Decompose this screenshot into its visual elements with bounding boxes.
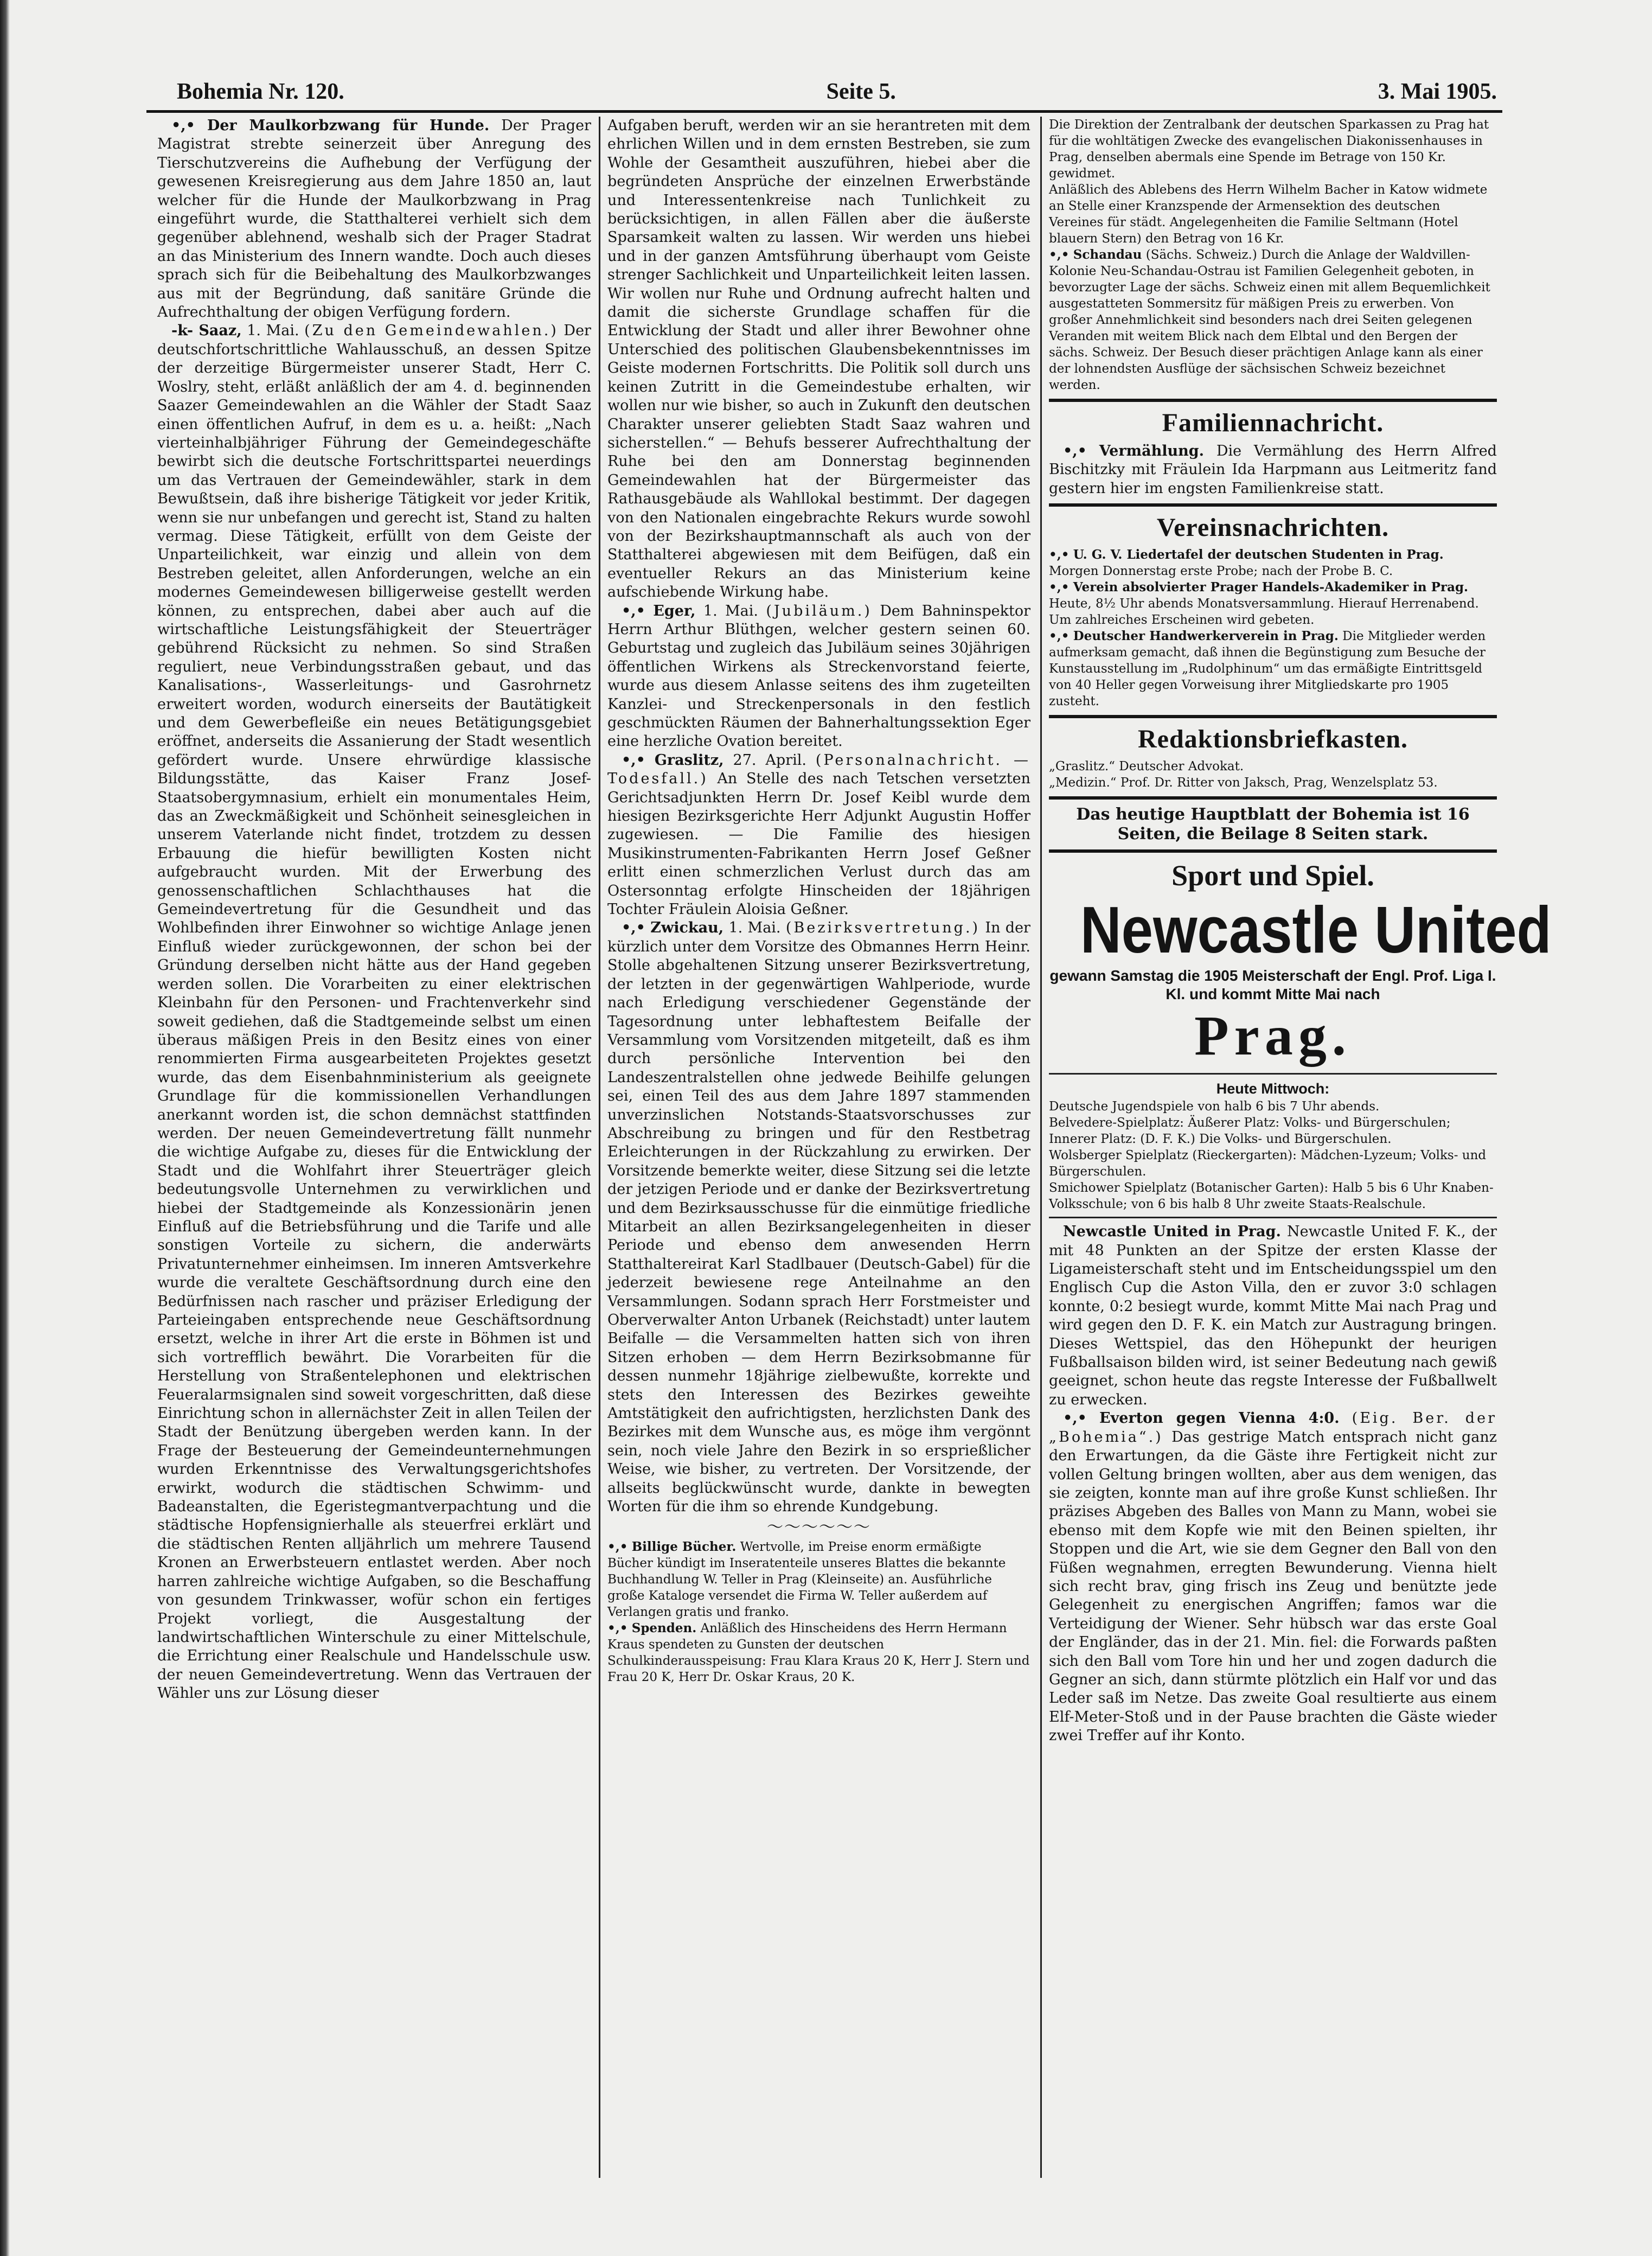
article-title: Der Maulkorbzwang für Hunde. (207, 117, 490, 134)
article-text: Aufgaben beruft, werden wir an sie herantreten mit dem ehrlichen Willen und in dem ernsten Bestreben, sie zum Wohle der Gesamtheit auszuführen, hiebei aber die begründeten Ansprüche der einzelnen Erwerbstände und Interessentenkreise nach Tunlichkeit zu berücksichtigen, in allen Fällen aber die äußerste Sparsamkeit walten zu lassen. Wir werden uns hiebei und in der ganzen Amtsführung überhaupt vom Geiste strenger Sachlichkeit und Unparteilichkeit leiten lassen. Wir wollen nur Ruhe und Ordnung aufrecht halten und damit die sicherste Grundlage schaffen für die Entwicklung der Stadt und aller ihrer Bewohner ohne Unterschied des politischen Glaubensbekenntnisses im Geiste modernen Fortschritts. Die Politik soll durch uns keinen Zutritt in die Gemeindestube erhalten, wir wollen nur wie bisher, so auch in Zukunft den deutschen Charakter unserer geliebten Stadt Saaz wahren und sicherstellen.“ — Behufs besserer Aufrechthaltung der Ruhe bei den am Donnerstag beginnenden Gemeindewahlen hat der Bürgermeister das Rathausgebäude als Wahllokal bestimmt. Der dagegen von den Nationalen eingebrachte Rekurs wurde sowohl von der Bezirkshauptmannschaft als auch von der Statthalterei abgewiesen mit dem Beifügen, daß ein eventueller Rekurs an das Ministerium keine aufschiebende Wirkung habe. (607, 117, 1030, 601)
page-count-note: Das heutige Hauptblatt der Bohemia ist 16 Seiten, die Beilage 8 Seiten stark. (1076, 805, 1470, 844)
verein-title: Verein absolvierter Prager Handels-Akademiker in Prag. (1073, 580, 1469, 595)
notice-title: Vermählung. (1099, 443, 1205, 459)
notice-text: Anläßlich des Ablebens des Herrn Wilhelm Bacher in Katow widmete an Stelle einer Kranzspende der Armensektion des deutschen Vereines für städt. Angelegenheiten die Familie Seltmann (Hotel blauern Stern) den Betrag von 16 Kr. (1049, 183, 1488, 246)
ad-rule (1049, 1073, 1497, 1075)
article-text: Das gestrige Match entsprach nicht ganz den Erwartungen, da die Gäste ihre Fertigkeit nicht zur vollen Geltung bringen wollten, aber aus dem wenigen, das sie zeigten, konnte man auf ihre große Kunst schließen. Ihr präzises Abgeben des Balles von Mann zu Mann, wobei sie ebenso mit dem Kopfe wie mit den Beinen spielten, ihr Stoppen und die Art, wie sie dem Gegner den Ball von den Füßen wegnahmen, erregten Bewunderung. Vienna hielt sich recht brav, ging frisch ins Zeug und benützte jede Gelegenheit zu energischen Angriffen; famos war die Verteidigung der Wiener. Sehr hübsch war das erste Goal der Engländer, das in der 21. Min. fiel: die Forwards paßten sich den Ball vom Tore hin und her und zogen dadurch die Gegner an sich, dann stürmte plötzlich ein Half vor und das Leder saß im Netze. Das zweite Goal resultierte aus einem Elf-Meter-Stoß und in der Pause brachten die Gäste wieder zwei Treffer auf ihr Konto. (1049, 1428, 1497, 1744)
section-rule (1049, 715, 1497, 718)
section-rule (1049, 1217, 1497, 1218)
notice-vermaehlung: •,• Vermählung. Die Vermählung des Herrn Alfred Bischitzky mit Fräulein Ida Harpmann aus Leitmeritz fand gestern hier im engsten Familienkreise statt. (1049, 443, 1497, 497)
small-notices (607, 1539, 1030, 1685)
small-notices (1049, 117, 1497, 393)
ad-today: Heute Mittwoch: (1216, 1081, 1330, 1097)
article-date: 1. Mai. (703, 602, 758, 619)
header-right: 3. Mai 1905. (1378, 79, 1497, 104)
article-graslitz: •,• Graslitz, 27. April. (Personalnachricht. — Todesfall.) An Stelle des nach Tetschen versetzten Gerichtsadjunkten Herrn Dr. Josef Keibl wurde dem hiesigen Bezirksgerichte Herr Adjunkt Augustin Hoffer zugewiesen. — Die Familie des hiesigen Musikinstrumenten-Fabrikanten Herrn Josef Geßner erlitt einen schmerzlichen Verlust durch das am Ostersonntag erfolgte Hinscheiden der 18jährigen Tochter Fräulein Aloisia Geßner. (607, 751, 1030, 918)
section-rule (1049, 399, 1497, 402)
briefkasten-item: „Medizin.“ Prof. Dr. Ritter von Jaksch, Prag, Wenzelsplatz 53. (1049, 776, 1438, 790)
advertisement-newcastle (1049, 858, 1552, 1212)
column-3 (1049, 117, 1552, 2183)
section-heading-familie: Familiennachricht. (1162, 408, 1384, 437)
article-newcastle (1049, 1223, 1497, 1409)
ornament-divider: ～～～～～～ (767, 1518, 871, 1537)
header-rule (146, 110, 1502, 113)
sport-heading: Sport und Spiel. (1171, 859, 1374, 892)
notice-spenden: •,• Spenden. Anläßlich des Hinscheidens des Herrn Hermann Kraus spendeten zu Gunsten der deutschen Schulkinderausspeisung: Frau Klara Kraus 20 K, Herr J. Stern und Frau 20 K, Herr Dr. Oskar Kraus, 20 K. (607, 1621, 1030, 1685)
briefkasten-item: „Graslitz.“ Deutscher Advokat. (1049, 759, 1244, 774)
ad-headline: Newcastle United (1080, 893, 1552, 967)
section-rule (1049, 503, 1497, 507)
verein-title: U. G. V. Liedertafel der deutschen Studenten in Prag. (1073, 547, 1444, 563)
article-title: Everton gegen Vienna 4:0. (1099, 1410, 1340, 1427)
article-text: Newcastle United F. K., der mit 48 Punkten an der Spitze der ersten Klasse der Ligameisterschaft steht und im Entscheidungsspiel um den Englisch Cup die Aston Villa, den er zuvor 3:0 schlagen konnte, 0:2 besiegt wurde, kommt Mitte Mai nach Prag und wird gegen den D. F. K. ein Match zur Austragung bringen. Dieses Wettspiel, das den Höhepunkt der heurigen Fußballsaison bilden wird, ist seiner Bedeutung nach gewiß geeignet, schon heute das regste Interesse der Fußballwelt zu erwecken. (1049, 1223, 1497, 1408)
ad-subline: gewann Samstag die 1905 Meisterschaft der Engl. Prof. Liga I. Kl. und kommt Mitte Mai nach (1049, 967, 1496, 1003)
article-saaz-cont (607, 117, 1030, 602)
article-title: Zwickau, (650, 919, 724, 937)
section-rule (1049, 796, 1497, 800)
column-rule (599, 117, 600, 2178)
article-title: Eger, (653, 602, 696, 619)
notice-title: Schandau (1073, 247, 1142, 262)
column-rule (1040, 117, 1042, 2178)
article-date: 1. Mai. (728, 919, 781, 937)
article-subtitle: (Zu den Gemeindewahlen.) (304, 322, 559, 340)
article-date: 1. Mai. (247, 322, 299, 340)
verein-text: Heute, 8½ Uhr abends Monatsversammlung. Hierauf Herrenabend. Um zahlreiches Erscheinen wird gebeten. (1049, 597, 1479, 628)
verein-liedertafel: •,• U. G. V. Liedertafel der deutschen Studenten in Prag. Morgen Donnerstag erste Probe; nach der Probe B. C. (1049, 547, 1444, 579)
article-subtitle: (Personalnachricht. — Todesfall.) (607, 751, 1030, 788)
column-2 (607, 117, 1030, 2183)
verein-title: Deutscher Handwerkerverein in Prag. (1073, 629, 1339, 644)
article-subtitle: (Jubiläum.) (766, 602, 872, 619)
briefkasten (1049, 758, 1497, 791)
notice-text: Anläßlich des Hinscheidens des Herrn Hermann Kraus spendeten zu Gunsten der deutschen Schulkinderausspeisung: Frau Klara Kraus 20 K, Herr J. Stern und Frau 20 K, Herr Dr. Oskar Kraus, 20 K. (607, 1621, 1030, 1685)
article-text: Der deutschfortschrittliche Wahlausschuß, an dessen Spitze der derzeitige Bürgermeister unserer Stadt, Herr C. Woslry, steht, erläßt anläßlich der am 4. d. beginnenden Saazer Gemeindewahlen an die Wähler der Stadt Saaz einen öffentlichen Aufruf, in dem es u. a. heißt: „Nach vierteinhalbjähriger Führung der Gemeindegeschäfte bewirbt sich die deutsche Fortschrittspartei neuerdings um das Vertrauen der Gemeindewähler, stark in dem Bewußtsein, daß ihre bisherige Tätigkeit vor jeder Kritik, wenn sie nur unbefangen und gerecht ist, Stand zu halten vermag. Diese Tätigkeit, erfüllt von dem Geiste der Unparteilichkeit, war einzig und allein von dem Bestreben geleitet, allen Anforderungen, welche an ein modernes Gemeindewesen billigerweise gestellt werden können, zu entsprechen, dabei aber auch auf die wirtschaftliche Leistungsfähigkeit der Steuerträger gebührend Rücksicht zu nehmen. So sind Straßen reguliert, neue Verbindungsstraßen gebaut, und das Kanalisations-, Wasserleitungs- und Gasrohrnetz erweitert worden, wodurch einerseits der Bautätigkeit und dem Gewerbefleiße ein neues Betätigungsgebiet eröffnet, anderseits die Assanierung der Stadt wesentlich gefördert wurde. Unsere ehrwürdige klassische Bildungsstätte, das Kaiser Franz Josef-Staatsobergymnasium, erhielt ein monumentales Heim, das an Zweckmäßigkeit und Schönheit seinesgleichen in unserem Vaterlande nicht findet, trotzdem zu dessen Erbauung die hiefür bewilligten Kosten nicht aufgebraucht wurden. Mit der Erwerbung des genossenschaftlichen Schlachthauses hat die Gemeindevertretung für die Gesundheit und das Wohlbefinden ihrer Einwohner so wichtige Anlage jenen Einfluß wieder zurückgewonnen, der schon bei der Gründung derselben nicht hätte aus der Hand gegeben werden sollen. Die Vorarbeiten zu einer elektrischen Kleinbahn für den Personen- und Frachtenverkehr sind soweit gediehen, daß die Stadtgemeinde selbst um einen überaus mäßigen Preis in den Besitz eines von einer renommierten Firma ausgearbeiteten Projektes gesetzt wurde, das dem Eisenbahnministerium als geeignete Grundlage für die kommissionellen Verhandlungen anerkannt worden ist, die schon demnächst stattfinden werden. Der neuen Gemeindevertretung fällt nunmehr die wichtige Aufgabe zu, dieses für die Entwicklung der Stadt und die Wohlfahrt ihrer Steuerträger gleich bedeutungsvolle Unternehmen zu verwirklichen und hiebei der Stadtgemeinde als Konzessionärin jenen Einfluß auf die Betriebsführung und die Tarife und alle sonstigen Vorteile zu sichern, die anderwärts Privatunternehmer einheimsen. Im inneren Amtsverkehre wurde die veraltete Geschäftsordnung durch eine den Bedürfnissen nach rascher und präziser Erledigung der Parteieingaben entsprechende neue Geschäftsordnung ersetzt, welche in ihrer Art die erste in Böhmen ist und sich vortrefflich bewährt. Die Vorarbeiten für die Herstellung von Straßentelephonen und elektrischen Feueralarmsignalen sind soweit vorgeschritten, daß diese Einrichtung schon in allernächster Zeit in allen Teilen der Stadt der Benützung übergeben werden kann. In der Frage der Besteuerung der Gemeindeunternehmungen wurden Erkenntnisse des Verwaltungsgerichtshofes erwirkt, wodurch die städtischen Schwimm- und Badeanstalten, die Egeristegmantverpachtung und die städtische Hopfensignierhalle als steuerfrei erklärt und die städtischen Renten alljährlich um mehrere Tausend Kronen an Erwerbsteuern entlastet werden. Aber noch harren zahlreiche wichtige Aufgaben, so die Beschaffung von gesundem Trinkwasser, wofür schon ein fertiges Projekt vorliegt, die Ausgestaltung der landwirtschaftlichen Winterschule zu einer Mittelschule, die Errichtung einer Realschule und Handelsschule usw. der neuen Gemeindevertretung. Wenn das Vertrauen der Wähler uns zur Lösung dieser (157, 322, 591, 1702)
article-date: 27. April. (733, 751, 806, 769)
verein-handelsakademiker: •,• Verein absolvierter Prager Handels-Akademiker in Prag. Heute, 8½ Uhr abends Monatsversammlung. Hierauf Herrenabend. Um zahlreiches Erscheinen wird gebeten. (1049, 580, 1479, 628)
article-text: Dem Bahninspektor Herrn Arthur Blüthgen, welcher gestern seinen 60. Geburtstag und zugleich das Jubiläum seines 30jährigen öffentlichen Wirkens als Streckenvorstand feierte, wurde aus diesem Anlasse seitens des ihm zugeteilten Kanzlei- und Streckenpersonals in den festlich geschmückten Räumen der Bahnerhaltungssektion Eger eine herzliche Ovation bereitet. (607, 602, 1030, 750)
notice-zentralbank (1049, 117, 1497, 182)
article-saaz (157, 322, 591, 1703)
section-heading-vereine: Vereinsnachrichten. (1156, 513, 1390, 542)
ad-schedule (1049, 1098, 1497, 1212)
newspaper-page (146, 73, 1552, 2183)
notice-schandau: •,• Schandau (Sächs. Schweiz.) Durch die Anlage der Waldvillen-Kolonie Neu-Schandau-Ostrau ist Familien Gelegenheit geboten, in bevorzugter Lage der sächs. Schweiz einen mit allem Bequemlichkeit ausgestatteten Sommersitz für mäßigen Preis zu erwerben. Von großer Annehmlichkeit sind besonders nach drei Seiten gelegenen Veranden mit weitem Blick nach dem Elbtal und den Bergen der sächs. Schweiz. Der Besuch dieser prächtigen Anlage kann als einer der lohnendsten Ausflüge der sächsischen Schweiz bezeichnet werden. (1049, 247, 1490, 392)
article-title: Graslitz, (654, 751, 724, 769)
verein-text: Die Mitglieder werden aufmerksam gemacht, daß ihnen die Begünstigung zum Besuche der Kunstausstellung im „Rudolphinum“ um das ermäßigte Eintrittsgeld von 40 Heller gegen Vorweisung ihrer Mitgliedskarte pro 1905 zusteht. (1049, 629, 1486, 709)
section-heading-redaktion: Redaktionsbriefkasten. (1137, 725, 1408, 754)
column-1 (157, 117, 591, 2183)
notice-text: Durch die Anlage der Waldvillen-Kolonie Neu-Schandau-Ostrau ist Familien Gelegenheit geboten, in bevorzugter Lage der sächs. Schweiz einen mit allem Bequemlichkeit ausgestatteten Sommersitz für mäßigen Preis zu erwerben. Von großer Annehmlichkeit sind besonders nach drei Seiten gelegenen Veranden mit weitem Blick nach dem Elbtal und den Bergen der sächs. Schweiz. Der Besuch dieser prächtigen Anlage kann als einer der lohnendsten Ausflüge der sächsischen Schweiz bezeichnet werden. (1049, 248, 1490, 392)
article-eger: •,• Eger, 1. Mai. (Jubiläum.) Dem Bahninspektor Herrn Arthur Blüthgen, welcher gestern seinen 60. Geburtstag und zugleich das Jubiläum seines 30jährigen öffentlichen Wirkens als Streckenvorstand feierte, wurde aus diesem Anlasse seitens des ihm zugeteilten Kanzlei- und Streckenpersonals in den festlich geschmückten Räumen der Bahnerhaltungssektion Eger eine herzliche Ovation bereitet. (607, 602, 1030, 750)
ad-city: Prag. (1194, 1005, 1352, 1068)
article-text: An Stelle des nach Tetschen versetzten Gerichtsadjunkten Herrn Dr. Josef Keibl wurde dem hiesigen Bezirksgerichte Herr Adjunkt Augustin Hoffer zugewiesen. — Die Familie des hiesigen Musikinstrumenten-Fabrikanten Herrn Josef Geßner erlitt einen schmerzlichen Verlust durch das am Ostersonntag erfolgte Hinscheiden der 18jährigen Tochter Fräulein Aloisia Geßner. (607, 770, 1030, 918)
verein-handwerker: •,• Deutscher Handwerkerverein in Prag. Die Mitglieder werden aufmerksam gemacht, daß ihnen die Begünstigung zum Besuche der Kunstausstellung im „Rudolphinum“ um das ermäßigte Eintrittsgeld von 40 Heller gegen Vorweisung ihrer Mitgliedskarte pro 1905 zusteht. (1049, 629, 1486, 709)
header-left: Bohemia Nr. 120. (177, 79, 344, 104)
ad-schedule-line: Belvedere-Spielplatz: Äußerer Platz: Volks- und Bürgerschulen; Innerer Platz: (D. F. K.) Die Volks- und Bürgerschulen. (1049, 1116, 1451, 1147)
article-maulkorb: •,• Der Maulkorbzwang für Hunde. Der Prager Magistrat strebte seinerzeit über Anregung des Tierschutzvereins die Aufhebung der Verfügung der gewesenen Kreisregierung aus dem Jahre 1850 an, laut welcher für die Hunde der Maulkorbzwang in Prag eingeführt wurde, die Statthalterei verhielt sich dem gegenüber ablehnend, weshalb sich der Prager Stadrat an das Ministerium des Innern wandte. Doch auch dieses sprach sich für die Beibehaltung des Maulkorbzwanges aus mit der Begründung, daß sanitäre Gründe die Aufrechthaltung der obigen Verfügung fordern. (157, 117, 591, 321)
verein-text: Morgen Donnerstag erste Probe; nach der Probe B. C. (1049, 564, 1393, 579)
notice-text: Die Direktion der Zentralbank der deutschen Sparkassen zu Prag hat für die wohltätigen Zwecke des evangelischen Diakonissenhauses in Prag, denselben abermals eine Spende im Betrage von 150 Kr. gewidmet. (1049, 118, 1489, 181)
columns (146, 117, 1552, 2183)
article-zwickau: •,• Zwickau, 1. Mai. (Bezirksvertretung.) In der kürzlich unter dem Vorsitze des Obmannes Herrn Heinr. Stolle abgehaltenen Sitzung unserer Bezirksvertretung, der letzten in der gegenwärtigen Wahlperiode, wurde nach Erledigung verschiedener Gegenstände der Tagesordnung unter lebhaftestem Beifalle der Versammlung vom Vorsitzenden mitgeteilt, daß es ihm durch persönliche Intervention bei den Landeszentralstellen ohne jedwede Beihilfe gelungen sei, einen Teil des aus dem Jahre 1897 stammenden unverzinslichen Notstands-Staatsvorschusses zur Abschreibung zu bringen und für den Restbetrag Erleichterungen in der Rückzahlung zu erwirken. Der Vorsitzende bemerkte weiter, diese Sitzung sei die letzte der jetzigen Periode und er danke der Bezirksvertretung und dem Bezirksausschusse für die einmütige friedliche Mitarbeit an allen Bezirksangelegenheiten in dieser Periode und ebenso dem anwesenden Herrn Statthaltereirat Karl Stadlbauer (Deutsch-Gabel) für die jederzeit bewiesene rege Anteilnahme an den Versammlungen. Sodann sprach Herr Forstmeister und Oberverwalter Anton Urbanek (Reichstadt) unter lautem Beifalle — die Versammelten hatten sich von ihren Sitzen erhoben — dem Herrn Bezirksobmanne für dessen nunmehr 18jährige zielbewußte, korrekte und stets den Interessen des Bezirkes geweihte Amtstätigkeit den aufrichtigsten, herzlichsten Dank des Bezirkes mit dem Wunsche aus, es möge ihm vergönnt sein, noch viele Jahre den Bezirk in so ersprießlicher Weise, wie bisher, zu vertreten. Der Vorsitzende, der allseits beglückwünscht wurde, dankte in bewegten Worten für die ihm so ehrende Kundgebung. (607, 919, 1030, 1516)
section-rule (1049, 849, 1497, 853)
page-header (146, 73, 1502, 108)
notice-subtitle: (Sächs. Schweiz.) (1145, 248, 1257, 262)
notice-text: Wertvolle, im Preise enorm ermäßigte Bücher kündigt im Inseratenteile unseres Blattes die bekannte Buchhandlung W. Teller in Prag (Kleinseite) an. Ausführliche große Kataloge versendet die Firma W. Teller außerdem auf Verlangen gratis und franko. (607, 1540, 1006, 1620)
article-text: Der Prager Magistrat strebte seinerzeit über Anregung des Tierschutzvereins die Aufhebung der Verfügung der gewesenen Kreisregierung aus dem Jahre 1850 an, laut welcher für die Hunde der Maulkorbzwang in Prag eingeführt wurde, die Statthalterei verhielt sich dem gegenüber ablehnend, weshalb sich der Prager Stadrat an das Ministerium des Innern wandte. Doch auch dieses sprach sich für die Beibehaltung des Maulkorbzwanges aus mit der Begründung, daß sanitäre Gründe die Aufrechthaltung der obigen Verfügung fordern. (157, 117, 591, 321)
notice-bacher (1049, 182, 1497, 247)
header-center: Seite 5. (826, 79, 896, 104)
article-everton: •,• Everton gegen Vienna 4:0. (Eig. Ber. der „Bohemia“.) Das gestrige Match entsprach nicht ganz den Erwartungen, da die Gäste ihre Fertigkeit nicht zur vollen Geltung bringen wollten, aber aus dem wenigen, das sie zeigten, konnte man auf ihre große Kunst schließen. Ihr präzises Abgeben des Balles von Mann zu Mann, wobei sie ebenso mit dem Kopfe wie mit den Beinen spielten, ihr Stoppen und die Art, wie sie dem Gegner den Ball von den Füßen wegnahmen, erregten Bewunderung. Vienna hielt sich recht brav, ging frisch ins Zeug und benützte jede Gelegenheit zu energischen Angriffen; famos war die Verteidigung der Wiener. Sehr hübsch war das erste Goal der Engländer, das in der 21. Min. fiel: die Forwards paßten sich den Ball vom Tore hin und her und zogen dadurch die Gegner an sich, dann stürmte plötzlich ein Half vor und das Leder saß im Netze. Das zweite Goal resultierte aus einem Elf-Meter-Stoß und in der Pause brachten die Gäste wieder zwei Treffer auf ihr Konto. (1049, 1410, 1497, 1744)
article-subtitle: (Bezirksvertretung.) (785, 919, 981, 937)
article-title: -k- Saaz, (171, 322, 242, 340)
article-text: In der kürzlich unter dem Vorsitze des Obmannes Herrn Heinr. Stolle abgehaltenen Sitzung unserer Bezirksvertretung, der letzten in der gegenwärtigen Wahlperiode, wurde nach Erledigung verschiedener Gegenstände der Tagesordnung unter lebhaftestem Beifalle der Versammlung vom Vorsitzenden mitgeteilt, daß es ihm durch persönliche Intervention bei den Landeszentralstellen ohne jedwede Beihilfe gelungen sei, einen Teil des aus dem Jahre 1897 stammenden unverzinslichen Notstands-Staatsvorschusses zur Abschreibung zu bringen und für den Restbetrag Erleichterungen in der Rückzahlung zu erwirken. Der Vorsitzende bemerkte weiter, diese Sitzung sei die letzte der jetzigen Periode und er danke der Bezirksvertretung und dem Bezirksausschusse für die einmütige friedliche Mitarbeit an allen Bezirksangelegenheiten in dieser Periode und ebenso dem anwesenden Herrn Statthaltereirat Karl Stadlbauer (Deutsch-Gabel) für die jederzeit bewiesene rege Anteilnahme an den Versammlungen. Sodann sprach Herr Forstmeister und Oberverwalter Anton Urbanek (Reichstadt) unter lautem Beifalle — die Versammelten hatten sich von ihren Sitzen erhoben — dem Herrn Bezirksobmanne für dessen nunmehr 18jährige zielbewußte, korrekte und stets den Interessen des Bezirkes geweihte Amtstätigkeit den aufrichtigsten, herzlichsten Dank des Bezirkes mit dem Wunsche aus, es möge ihm vergönnt sein, noch viele Jahre den Bezirk in so ersprießlicher Weise, wie bisher, zu vertreten. Der Vorsitzende, der allseits beglückwünscht wurde, dankte in bewegten Worten für die ihm so ehrende Kundgebung. (607, 919, 1030, 1516)
ad-schedule-line: Smichower Spielplatz (Botanischer Garten): Halb 5 bis 6 Uhr Knaben-Volksschule; von 6 bis halb 8 Uhr zweite Staats-Realschule. (1049, 1181, 1494, 1212)
vereins-list (1049, 547, 1497, 710)
notice-title: Spenden. (631, 1621, 697, 1636)
article-subtitle: (Eig. Ber. der „Bohemia“.) (1049, 1410, 1497, 1446)
scan-edge (0, 0, 10, 2256)
notice-buecher: •,• Billige Bücher. Wertvolle, im Preise enorm ermäßigte Bücher kündigt im Inseratenteile unseres Blattes die bekannte Buchhandlung W. Teller in Prag (Kleinseite) an. Ausführliche große Kataloge versendet die Firma W. Teller außerdem auf Verlangen gratis und franko. (607, 1539, 1006, 1620)
article-title: Newcastle United in Prag. (1063, 1223, 1281, 1241)
notice-text: Die Vermählung des Herrn Alfred Bischitzky mit Fräulein Ida Harpmann aus Leitmeritz fand gestern hier im engsten Familienkreise statt. (1049, 443, 1497, 497)
ad-schedule-line: Deutsche Jugendspiele von halb 6 bis 7 Uhr abends. (1049, 1100, 1380, 1114)
ad-schedule-line: Wolsberger Spielplatz (Rieckergarten): Mädchen-Lyzeum; Volks- und Bürgerschulen. (1049, 1148, 1487, 1179)
notice-title: Billige Bücher. (631, 1539, 737, 1555)
